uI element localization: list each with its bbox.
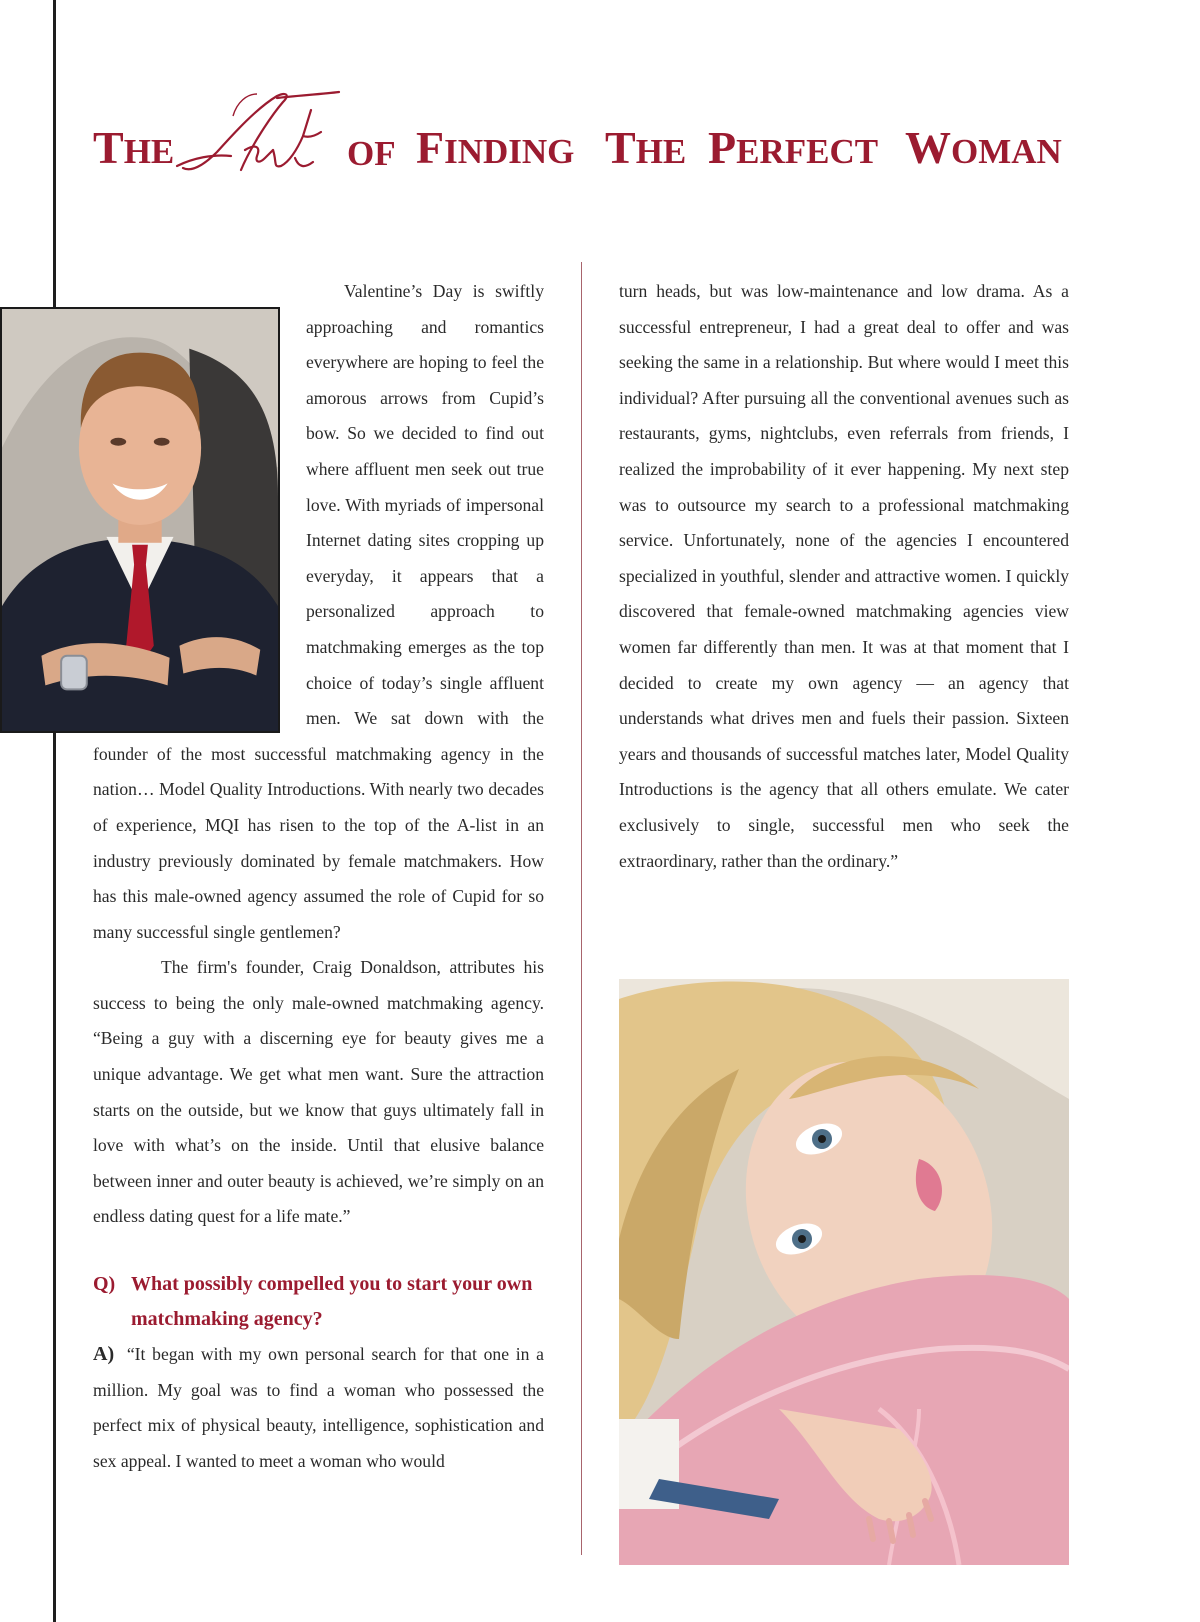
answer-paragraph — [93, 1337, 544, 1479]
title-the2-text: THE — [605, 122, 687, 173]
title-script-art — [173, 88, 343, 180]
title-word-the — [93, 122, 175, 173]
article-column-left — [93, 274, 544, 1479]
woman-portrait-illustration — [619, 979, 1069, 1565]
answer-text-part-2: turn heads, but was low-maintenance and low drama. As a successful entrepreneur, I had a great deal to offer and was seeking the same in a relationship. But where would I meet this individual? After pursuing all the conventional avenues such as restaurants, gyms, nightclubs, even referrals from friends, I realized the improbability of it ever happening. My next step was to outsource my search to a professional matchmaking service. Unfortunately, none of the agencies I encountered specialized in youthful, slender and attractive women. I quickly discovered that female-owned matchmaking agencies view women far differently than men. It was at that moment that I decided to create my own agency — an agency that understands what drives men and fuels their passion. Sixteen years and thousands of successful matches later, Model Quality Introductions is the agency that all others emulate. We cater exclusively to single, successful men who seek the extraordinary, rather than the ordinary.” — [619, 281, 1069, 871]
title-woman-text: WOMAN — [905, 122, 1062, 173]
title-word-finding: FINDING — [416, 122, 575, 173]
title-word-the-2 — [605, 122, 687, 173]
column-divider — [581, 262, 582, 1555]
left-margin-rule — [53, 0, 56, 1622]
question-text: What possibly compelled you to start your own matchmaking agency? — [131, 1273, 533, 1331]
question-heading — [93, 1267, 544, 1337]
title-perfect-text: PERFECT — [708, 122, 879, 173]
intro-paragraph-2 — [93, 950, 544, 1235]
woman-portrait-photo — [619, 979, 1069, 1565]
answer-continued-paragraph — [619, 274, 1069, 879]
title-the-text: THE — [93, 122, 175, 173]
title-finding-text: INDING — [444, 132, 575, 171]
intro-paragraph-2-text: The firm's founder, Craig Donaldson, attributes his success to being the only male-owned matchmaking agency. “Being a guy with a discerning eye for beauty gives me a unique advantage. We get what men want. Sure the attraction starts on the outside, but we know that guys ultimately fall in love with what’s on the inside. Until that elusive balance between inner and outer beauty is achieved, we’re simply on an endless dating quest for a life mate.” — [93, 957, 544, 1227]
founder-portrait-illustration — [2, 309, 278, 731]
question-label: Q) — [93, 1273, 116, 1296]
intro-paragraph-1 — [93, 274, 544, 950]
title-word-woman — [905, 122, 1062, 173]
founder-portrait-photo — [0, 307, 280, 733]
answer-label: A) — [93, 1343, 115, 1366]
article-column-right — [619, 274, 1069, 879]
title-word-perfect — [708, 122, 879, 173]
intro-paragraph-1-text: Valentine’s Day is swiftly approaching and romantics everywhere are hoping to feel the amorous arrows from Cupid’s bow. So we decided to find out where affluent men seek out true love. With myriads of impersonal Internet dating sites cropping up everyday, it appears that a personalized approach to matchmaking emerges as the top choice of today’s single affluent men. We sat down with the founder of the most successful matchmaking agency in the nation… Model Quality Introductions. With nearly two decades of experience, MQI has risen to the top of the A-list in an industry previously dominated by female matchmakers. How has this male-owned agency assumed the role of Cupid for so many successful single gentlemen? — [93, 281, 544, 942]
title-word-of — [347, 136, 396, 171]
answer-text-part-1: “It began with my own personal search for that one in a million. My goal was to find a woman who possessed the perfect mix of physical beauty, intelligence, sophistication and sex appeal. I wanted to meet a woman who would — [93, 1344, 544, 1471]
article-title — [93, 88, 1083, 198]
script-art-lettering — [173, 88, 343, 180]
title-of-text: OF — [347, 134, 396, 173]
